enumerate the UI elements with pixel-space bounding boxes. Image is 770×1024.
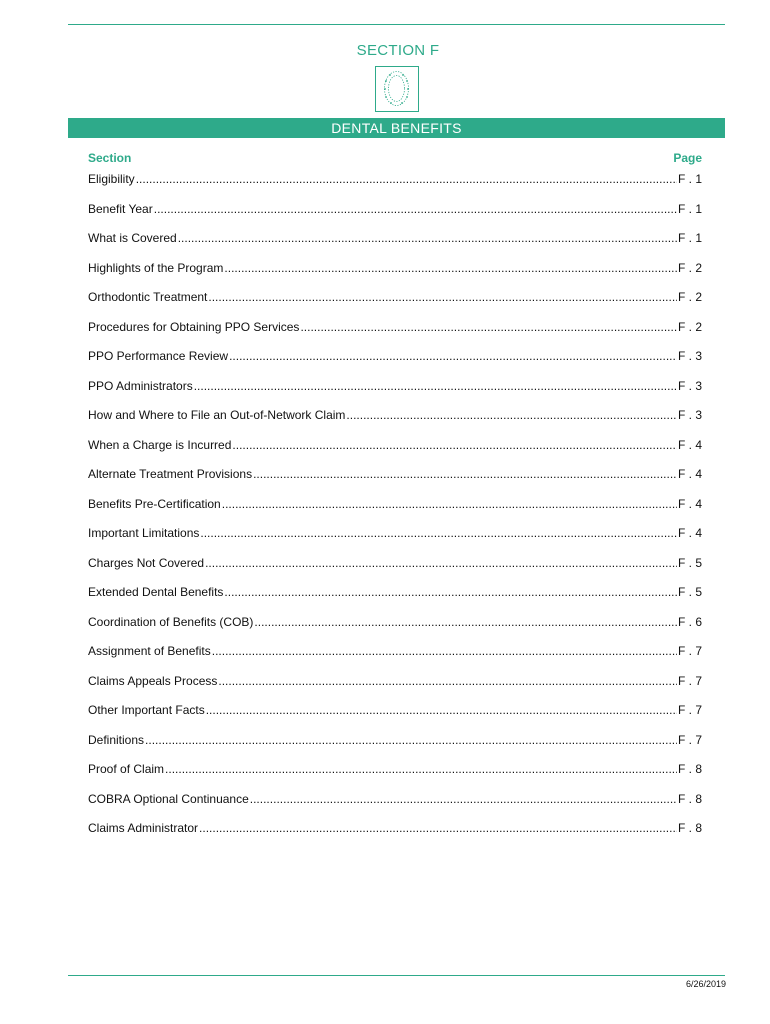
toc-entry-page: F . 4 bbox=[677, 437, 702, 452]
dot-leader bbox=[154, 202, 677, 216]
toc-entry-page: F . 4 bbox=[677, 526, 702, 540]
toc-entry-title: Definitions bbox=[88, 732, 145, 747]
toc-entry-title: Other Important Facts bbox=[88, 703, 205, 717]
toc-entry[interactable] bbox=[88, 821, 702, 851]
toc-entry[interactable] bbox=[88, 261, 702, 291]
dot-leader bbox=[200, 526, 677, 540]
toc-entry-page: F . 1 bbox=[677, 201, 702, 216]
toc-entry-page: F . 7 bbox=[677, 732, 702, 747]
toc-entry[interactable] bbox=[88, 644, 702, 674]
toc-entry[interactable] bbox=[88, 231, 702, 261]
toc-entry[interactable] bbox=[88, 674, 702, 704]
toc-entry-page: F . 6 bbox=[677, 614, 702, 629]
toc-entry-page: F . 3 bbox=[677, 378, 702, 393]
toc-entry-title: Alternate Treatment Provisions bbox=[88, 467, 253, 481]
toc-entry-page: F . 3 bbox=[677, 408, 702, 422]
dot-leader bbox=[229, 349, 677, 363]
toc-entry-title: Eligibility bbox=[88, 172, 135, 186]
toc-entry[interactable] bbox=[88, 762, 702, 792]
toc-entry[interactable] bbox=[88, 408, 702, 438]
toc-entry-title: Claims Administrator bbox=[88, 821, 199, 835]
toc-entry-page: F . 7 bbox=[677, 703, 702, 717]
dot-leader bbox=[199, 821, 677, 835]
toc-entry-title: Orthodontic Treatment bbox=[88, 290, 208, 304]
toc-entry[interactable] bbox=[88, 349, 702, 379]
toc-entry[interactable] bbox=[88, 792, 702, 822]
dot-leader bbox=[136, 172, 677, 186]
section-column-header: Section bbox=[88, 151, 132, 165]
top-divider bbox=[68, 24, 725, 25]
toc-entry[interactable] bbox=[88, 172, 702, 202]
toc-entry-title: Benefit Year bbox=[88, 201, 153, 216]
dot-leader bbox=[222, 497, 677, 511]
dot-leader bbox=[250, 792, 677, 806]
toc-entry-page: F . 2 bbox=[677, 260, 702, 275]
dot-leader bbox=[194, 379, 677, 393]
toc-entry-title: Charges Not Covered bbox=[88, 555, 205, 570]
toc-entry[interactable] bbox=[88, 703, 702, 733]
dot-leader bbox=[253, 467, 677, 481]
dot-leader bbox=[346, 408, 677, 422]
dot-leader bbox=[205, 556, 677, 570]
toc-entry-page: F . 4 bbox=[677, 496, 702, 511]
dot-leader bbox=[212, 644, 677, 658]
dot-leader bbox=[218, 674, 677, 688]
toc-entry-page: F . 8 bbox=[677, 791, 702, 806]
toc-entry[interactable] bbox=[88, 497, 702, 527]
section-banner: DENTAL BENEFITS bbox=[68, 118, 725, 138]
dot-leader bbox=[206, 703, 677, 717]
toc-entry-page: F . 2 bbox=[677, 290, 702, 304]
toc-entry-title: PPO Performance Review bbox=[88, 349, 229, 363]
toc-entry-title: Proof of Claim bbox=[88, 762, 165, 776]
toc-entry-page: F . 4 bbox=[677, 467, 702, 481]
toc-entry-page: F . 8 bbox=[677, 762, 702, 776]
dot-leader bbox=[232, 438, 677, 452]
toc-entry[interactable] bbox=[88, 467, 702, 497]
toc-entry[interactable] bbox=[88, 526, 702, 556]
dot-leader bbox=[224, 585, 677, 599]
toc-entry[interactable] bbox=[88, 379, 702, 409]
toc-entry[interactable] bbox=[88, 290, 702, 320]
toc-entry-title: When a Charge is Incurred bbox=[88, 437, 232, 452]
toc-entry-title: Coordination of Benefits (COB) bbox=[88, 614, 254, 629]
toc-entry[interactable] bbox=[88, 733, 702, 763]
toc-entry-title: Claims Appeals Process bbox=[88, 673, 218, 688]
toc-entry-page: F . 5 bbox=[677, 585, 702, 599]
teeth-arch-icon bbox=[375, 66, 419, 112]
dot-leader bbox=[300, 320, 677, 334]
bottom-divider bbox=[68, 975, 725, 976]
toc-entry-page: F . 7 bbox=[677, 673, 702, 688]
toc-entry-title: COBRA Optional Continuance bbox=[88, 791, 249, 806]
toc-entry-page: F . 8 bbox=[677, 821, 702, 835]
dot-leader bbox=[178, 231, 677, 245]
toc-entry-title: Highlights of the Program bbox=[88, 260, 224, 275]
table-of-contents bbox=[88, 172, 702, 851]
toc-entry[interactable] bbox=[88, 320, 702, 350]
toc-entry-title: Procedures for Obtaining PPO Services bbox=[88, 319, 300, 334]
toc-entry[interactable] bbox=[88, 556, 702, 586]
dot-leader bbox=[208, 290, 677, 304]
toc-entry[interactable] bbox=[88, 585, 702, 615]
dot-leader bbox=[224, 261, 677, 275]
toc-entry-page: F . 5 bbox=[677, 555, 702, 570]
section-label: SECTION F bbox=[356, 42, 440, 59]
toc-entry-title: Extended Dental Benefits bbox=[88, 585, 224, 599]
toc-entry[interactable] bbox=[88, 438, 702, 468]
toc-entry-page: F . 3 bbox=[677, 349, 702, 363]
toc-entry-title: How and Where to File an Out-of-Network Claim bbox=[88, 408, 346, 422]
toc-entry[interactable] bbox=[88, 202, 702, 232]
toc-entry-page: F . 7 bbox=[677, 644, 702, 658]
toc-entry-page: F . 1 bbox=[677, 231, 702, 245]
page-column-header: Page bbox=[673, 151, 702, 165]
dot-leader bbox=[145, 733, 677, 747]
toc-entry[interactable] bbox=[88, 615, 702, 645]
toc-entry-title: PPO Administrators bbox=[88, 378, 193, 393]
toc-entry-title: Important Limitations bbox=[88, 526, 200, 540]
dot-leader bbox=[165, 762, 677, 776]
toc-entry-title: Assignment of Benefits bbox=[88, 644, 211, 658]
toc-entry-title: Benefits Pre-Certification bbox=[88, 496, 221, 511]
toc-entry-page: F . 2 bbox=[677, 319, 702, 334]
toc-entry-title: What is Covered bbox=[88, 231, 177, 245]
footer-date: 6/26/2019 bbox=[685, 979, 726, 989]
dot-leader bbox=[254, 615, 677, 629]
toc-entry-page: F . 1 bbox=[677, 172, 702, 186]
